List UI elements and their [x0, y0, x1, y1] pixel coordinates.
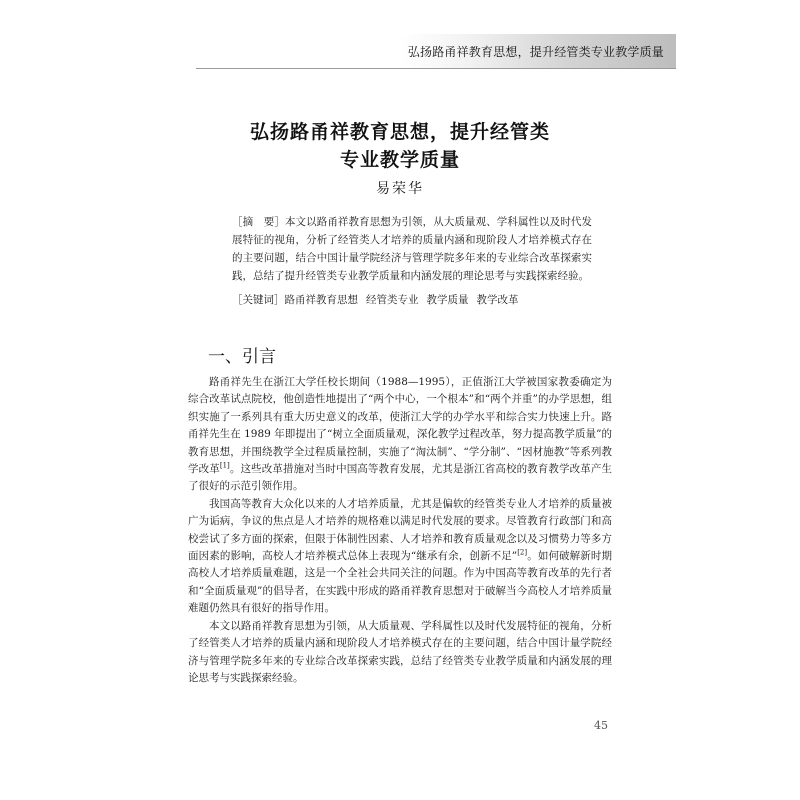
body-text: [188, 374, 612, 687]
keywords: [232, 291, 592, 309]
citation-marker: [2]: [517, 548, 528, 557]
page-number: 45: [594, 719, 608, 732]
header-divider: [196, 68, 676, 69]
author-name: 易荣华: [376, 181, 424, 197]
abstract-text: 本文以路甬祥教育思想为引领，从大质量观、学科属性以及时代发展特征的视角，分析了经管类人才培养的质量内涵和现阶段人才培养模式存在的主要问题，结合中国计量学院经济与管理学院多年来的专业综合改革探索实践，总结了提升经管类专业教学质量和内涵发展的理论思考与实践探索经验。: [232, 216, 593, 282]
paragraph-text: 本文以路甬祥教育思想为引领，从大质量观、学科属性以及时代发展特征的视角，分析了经管类人才培养的质量内涵和现阶段人才培养模式存在的主要问题，结合中国计量学院经济与管理学院多年来的专业综合改革探索实践，总结了经管类专业教学质量和内涵发展的理论思考与实践探索经验。: [188, 619, 612, 684]
abstract-paragraph: [232, 213, 592, 285]
paper-title-line-1: 弘扬路甬祥教育思想，提升经管类: [249, 121, 550, 143]
body-paragraph: [188, 496, 612, 618]
keyword-item: 教学改革: [476, 294, 519, 306]
citation-marker: [1]: [219, 461, 230, 470]
paragraph-text: 我国高等教育大众化以来的人才培养质量，尤其是偏软的经管类专业人才培养的质量被广为诟病，争议的焦点是人才培养的规格难以满足时代发展的要求。尽管教育行政部门和高校尝试了多方面的探索，但限于体制性因素、人才培养和教育质量观念以及习惯势力等多方面因素的影响，高校人才培养模式总体上表现为“继承有余，创新不足”: [188, 497, 612, 563]
paragraph-text: 。如何破解新时期高校人才培养质量难题，这是一个全社会共同关注的问题。作为中国高等教育改革的先行者和“全面质量观”的倡导者，在实践中形成的路甬祥教育思想对于破解当今高校人才培养质量难题仍然具有很好的指导作用。: [188, 550, 612, 615]
paragraph-text: 路甬祥先生在浙江大学任校长期间（1988—1995），正值浙江大学被国家教委确定为综合改革试点院校，他创造性地提出了“两个中心，一个根本”和“两个并重”的办学思想，组织实施了一系列具有重大历史意义的改革，使浙江大学的办学水平和综合实力快速上升。路甬祥先生在 1989 年即提出了“树立全面质量观，深化教学过程改革，努力提高教学质量”的教育思想，并围绕教学全过程质量控制，实施了“淘汰制”、“学分制”、“因材施教”等系列教学改革: [188, 376, 612, 476]
paper-title-line-2: 专业教学质量: [339, 149, 460, 171]
section-heading-introduction: 一、引言: [208, 347, 276, 367]
keyword-item: 教学质量: [426, 294, 469, 306]
running-header: [400, 34, 676, 68]
running-header-title: 弘扬路甬祥教育思想，提升经管类专业教学质量: [407, 45, 664, 59]
keyword-item: 经管类专业: [366, 294, 419, 306]
abstract: [232, 213, 592, 285]
keywords-tag: ［关键词］: [232, 294, 285, 306]
body-paragraph: [188, 618, 612, 688]
paragraph-text: 。这些改革措施对当时中国高等教育发展，尤其是浙江省高校的教育教学改革产生了很好的示范引领作用。: [188, 463, 613, 493]
body-paragraph: [188, 374, 612, 496]
keyword-item: 路甬祥教育思想: [284, 294, 358, 306]
abstract-tag: ［摘 要］: [232, 216, 285, 228]
